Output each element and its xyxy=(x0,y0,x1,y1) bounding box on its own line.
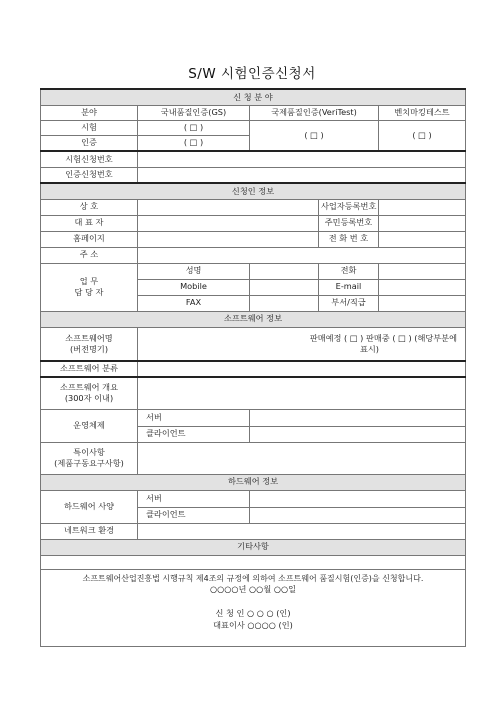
tel-field[interactable] xyxy=(379,263,466,279)
ceo-label: 대 표 자 xyxy=(41,215,138,231)
tel-label: 전화 xyxy=(319,263,379,279)
phone-label: 전 화 번 호 xyxy=(319,231,379,247)
dept-label: 부서/직급 xyxy=(319,295,379,311)
cert-number-label: 인증신청번호 xyxy=(41,167,138,183)
software-category-field[interactable] xyxy=(138,361,466,377)
contact-label-line1: 업 무 xyxy=(79,275,99,286)
software-name-line2: (버전명기) xyxy=(69,343,109,354)
fax-label: FAX xyxy=(138,295,250,311)
os-client-label: 클라이언트 xyxy=(138,426,250,442)
homepage-label: 홈페이지 xyxy=(41,231,138,247)
field-label: 분야 xyxy=(41,105,138,120)
homepage-field[interactable] xyxy=(138,231,319,247)
applicant-signature: 신 청 인 ○ ○ ○ (인) xyxy=(215,607,291,618)
special-line2: (제품구동요구사항) xyxy=(54,458,124,468)
address-label: 주 소 xyxy=(41,247,138,263)
resident-number-field[interactable] xyxy=(379,215,466,231)
hw-client-field[interactable] xyxy=(250,507,466,523)
software-name-line1: 소프트웨어명 xyxy=(65,332,113,343)
cert-number-field[interactable] xyxy=(138,167,466,183)
contact-person-label xyxy=(41,263,138,311)
resident-number-label: 주민등록번호 xyxy=(319,215,379,231)
os-label: 운영체제 xyxy=(41,409,138,442)
name-field[interactable] xyxy=(250,263,319,279)
domestic-cert-header: 국내품질인증(GS) xyxy=(138,105,250,120)
domestic-cert-checkbox[interactable]: ( □ ) xyxy=(138,135,250,151)
representative-signature: 대표이사 ○○○○ (인) xyxy=(213,619,293,630)
os-server-label: 서버 xyxy=(138,409,250,426)
contact-label-line2: 담 당 자 xyxy=(74,287,104,297)
email-label: E-mail xyxy=(319,279,379,295)
overview-line2: (300자 이내) xyxy=(64,393,114,404)
software-name-label xyxy=(41,327,138,361)
special-notes-field[interactable] xyxy=(138,442,466,474)
software-overview-label xyxy=(41,377,138,409)
hw-spec-label: 하드웨어 사양 xyxy=(41,490,138,523)
benchmark-checkbox[interactable]: ( □ ) xyxy=(379,120,466,151)
sale-status-line2: 표시) xyxy=(359,343,379,354)
os-server-field[interactable] xyxy=(250,409,466,426)
hw-client-label: 클라이언트 xyxy=(138,507,250,523)
domestic-test-checkbox[interactable]: ( □ ) xyxy=(138,120,250,135)
declaration-block xyxy=(41,569,466,646)
address-field[interactable] xyxy=(138,247,466,263)
application-form xyxy=(40,88,466,647)
section-header-other: 기타사항 xyxy=(41,539,466,555)
special-notes-label xyxy=(41,442,138,474)
benchmark-header: 벤치마킹테스트 xyxy=(379,105,466,120)
email-field[interactable] xyxy=(379,279,466,295)
os-client-field[interactable] xyxy=(250,426,466,442)
biz-number-field[interactable] xyxy=(379,199,466,215)
hw-server-label: 서버 xyxy=(138,490,250,507)
test-label: 시험 xyxy=(41,120,138,135)
phone-field[interactable] xyxy=(379,231,466,247)
intl-checkbox[interactable]: ( □ ) xyxy=(250,120,379,151)
section-header-software-info: 소프트웨어 정보 xyxy=(41,311,466,327)
section-header-application-field: 신 청 분 야 xyxy=(41,89,466,105)
software-name-field[interactable] xyxy=(138,327,466,361)
company-label: 상 호 xyxy=(41,199,138,215)
software-overview-field[interactable] xyxy=(138,377,466,409)
software-category-label: 소프트웨어 분류 xyxy=(41,361,138,377)
intl-cert-header: 국제품질인증(VeriTest) xyxy=(250,105,379,120)
biz-number-label: 사업자등록번호 xyxy=(319,199,379,215)
document-title: S/W 시험인증신청서 xyxy=(188,66,316,82)
overview-line1: 소프트웨어 개요 xyxy=(60,382,118,393)
network-label: 네트워크 환경 xyxy=(41,523,138,539)
ceo-field[interactable] xyxy=(138,215,319,231)
fax-field[interactable] xyxy=(250,295,319,311)
declaration-statement: 소프트웨어산업진흥법 시행규칙 제4조의 규정에 의하여 소프트웨어 품질시험(인증)을 신청합니다. xyxy=(82,573,424,583)
mobile-field[interactable] xyxy=(250,279,319,295)
other-notes-field[interactable] xyxy=(41,555,466,569)
section-header-applicant-info: 신청인 정보 xyxy=(41,183,466,199)
declaration-date: ○○○○년 ○○월 ○○일 xyxy=(209,584,297,595)
cert-label: 인증 xyxy=(41,135,138,151)
hw-server-field[interactable] xyxy=(250,490,466,507)
apply-number-label: 시험신청번호 xyxy=(41,151,138,167)
company-field[interactable] xyxy=(138,199,319,215)
mobile-label: Mobile xyxy=(138,279,250,295)
sale-status-line1[interactable]: 판매예정 ( □ ) 판매중 ( □ ) (해당부분에 xyxy=(309,332,457,343)
dept-field[interactable] xyxy=(379,295,466,311)
section-header-hardware-info: 하드웨어 정보 xyxy=(41,474,466,490)
network-field[interactable] xyxy=(138,523,466,539)
special-line1: 특이사항 xyxy=(73,446,105,457)
apply-number-field[interactable] xyxy=(138,151,466,167)
name-label: 성명 xyxy=(138,263,250,279)
